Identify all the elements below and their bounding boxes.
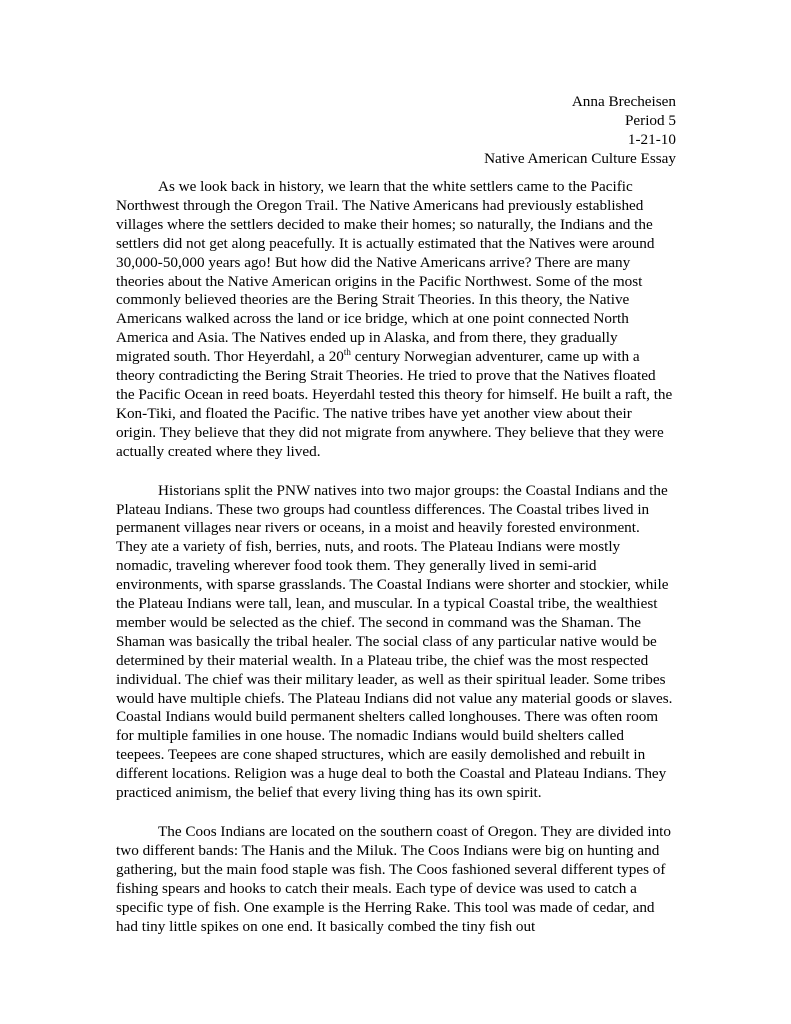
essay-body (116, 178, 674, 936)
essay-date: 1-21-10 (627, 130, 676, 148)
class-period: Period 5 (624, 111, 676, 129)
essay-header (484, 93, 676, 169)
paragraph-origins-part-2: century Norwegian adventurer, came up with a theory contradicting the Bering Strait Theories. He tried to prove that the Natives floated the Pacific Ocean in reed boats. Heyerdahl tested this theory for himself. He built a raft, the Kon-Tiki, and floated the Pacific. The native tribes have yet another view about their origin. They believe that they did not migrate from anywhere. They believe that they were actually created where they lived. (116, 348, 673, 460)
author-name: Anna Brecheisen (571, 93, 676, 110)
paragraph-origins-part-1: As we look back in history, we learn that the white settlers came to the Pacific Northwest through the Oregon Trail. The Native Americans had previously established villages where the settlers decided to make their homes; so naturally, the Indians and the settlers did not get along peacefully. It is actually estimated that the Natives were around 30,000-50,000 years ago! But how did the Native Americans arrive? There are many theories about the Native American origins in the Pacific Northwest. Some of the most commonly believed theories are the Bering Strait Theories. In this theory, the Native Americans walked across the land or ice bridge, which at one point connected North America and Asia. The Natives ended up in Alaska, and from there, they gradually migrated south. Thor Heyerdahl, a 20 (116, 178, 655, 366)
paragraph-coastal-plateau: Historians split the PNW natives into two major groups: the Coastal Indians and the Plateau Indians. These two groups had countless differences. The Coastal tribes lived in permanent villages near rivers or oceans, in a moist and heavily forested environment. They ate a variety of fish, berries, nuts, and roots. The Plateau Indians were mostly nomadic, traveling wherever food took them. They generally lived in semi-arid environments, with sparse grasslands. The Coastal Indians were shorter and stockier, while the Plateau Indians were tall, lean, and muscular. In a typical Coastal tribe, the wealthiest member would be selected as the chief. The second in command was the Shaman. The Shaman was basically the tribal healer. The social class of any particular native would be determined by their material wealth. In a Plateau tribe, the chief was the most respected individual. The chief was their military leader, as well as their spiritual leader. Some tribes would have multiple chiefs. The Plateau Indians did not value any material goods or slaves. Coastal Indians would build permanent shelters called longhouses. There was often room for multiple families in one house. The nomadic Indians would build shelters called teepees. Teepees are cone shaped structures, which are easily demolished and rebuilt in different locations. Religion was a huge deal to both the Coastal and Plateau Indians. They practiced animism, the belief that every living thing has its own spirit. (116, 481, 673, 802)
paragraph-origins (116, 178, 674, 462)
paragraph-coos-indians: The Coos Indians are located on the southern coast of Oregon. They are divided into two different bands: The Hanis and the Miluk. The Coos Indians were big on hunting and gathering, but the main food staple was fish. The Coos fashioned several different types of fishing spears and hooks to catch their meals. Each type of device was used to catch a specific type of fish. One example is the Herring Rake. This tool was made of cedar, and had tiny little spikes on one end. It basically combed the tiny fish out (116, 823, 671, 935)
essay-title: Native American Culture Essay (484, 149, 676, 167)
ordinal-suffix: th (343, 347, 351, 358)
